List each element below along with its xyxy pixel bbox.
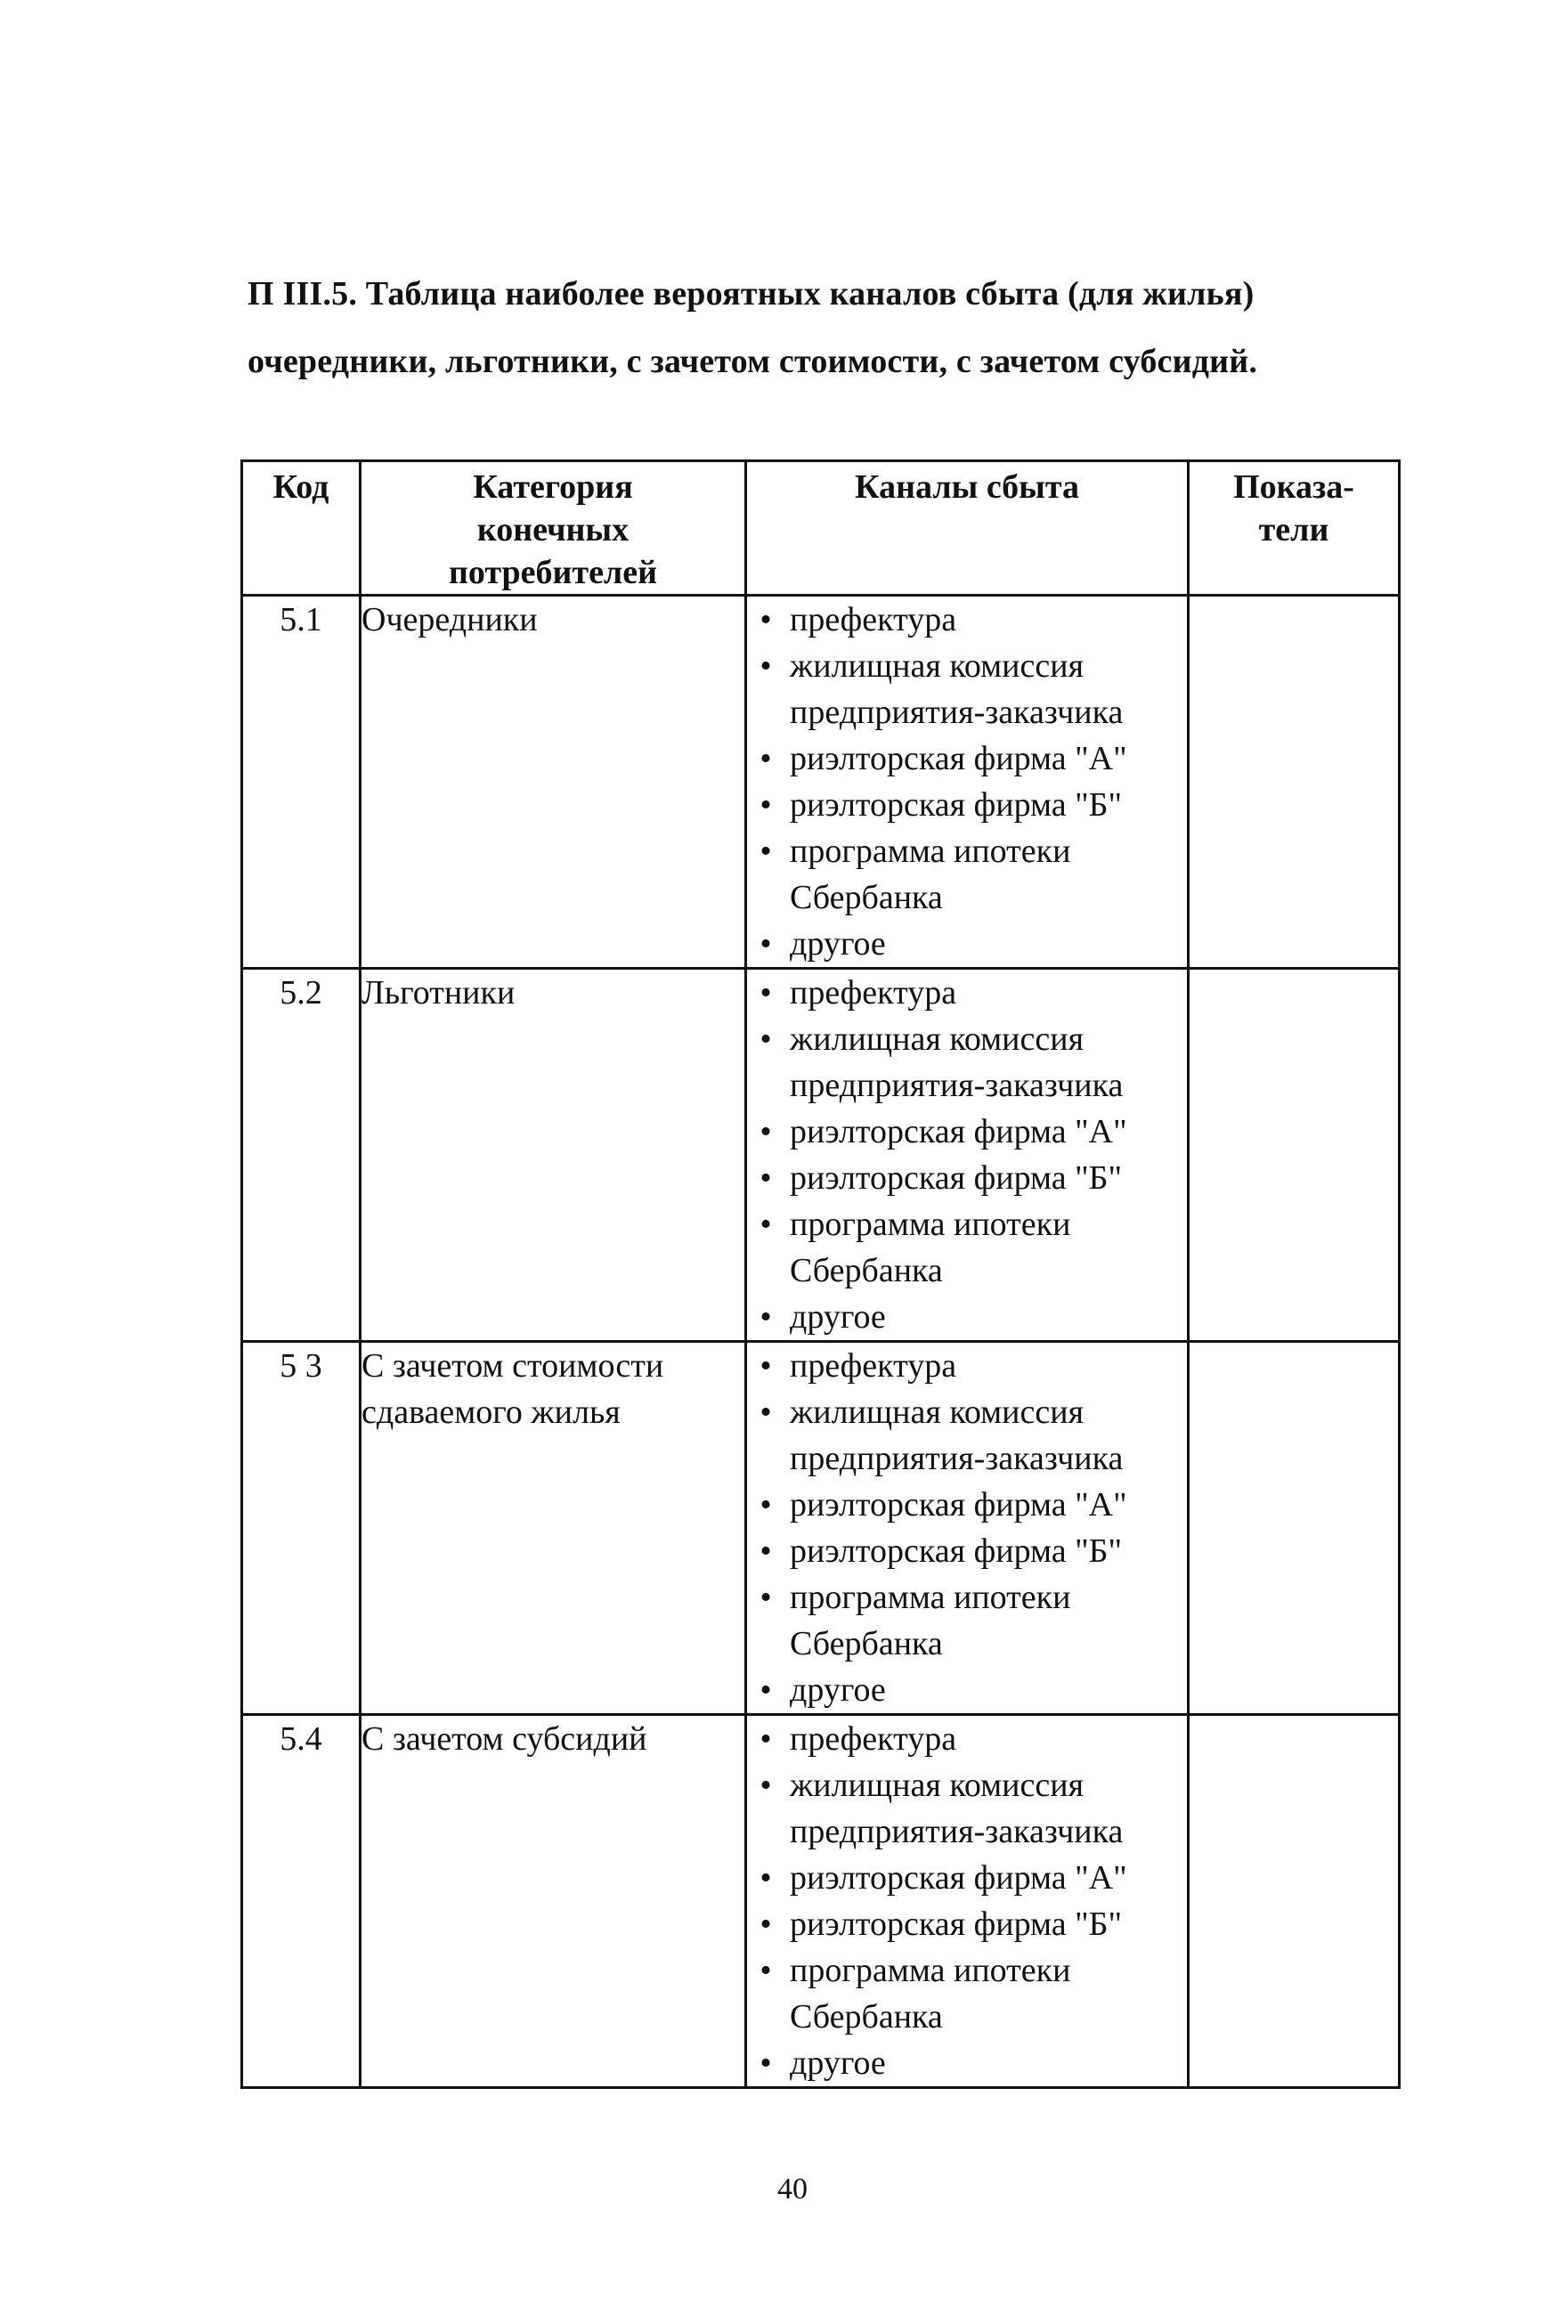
channel-list-item <box>747 1901 1187 1947</box>
channel-label: программа ипотеки Сбербанка <box>790 833 1071 916</box>
channel-list-item <box>747 1667 1187 1713</box>
channel-list-item <box>747 1855 1187 1901</box>
header-indicators-text: Показа-тели <box>1233 468 1354 548</box>
channel-label: префектура <box>790 1720 957 1758</box>
bullet-icon: • <box>760 647 772 685</box>
channel-list-item <box>747 643 1187 735</box>
channel-label: программа ипотеки Сбербанка <box>790 1206 1071 1289</box>
bullet-icon: • <box>760 1906 772 1943</box>
channel-list-item <box>747 735 1187 782</box>
channel-list-item <box>747 1294 1187 1340</box>
bullet-icon: • <box>760 1579 772 1616</box>
channel-label: жилищная комиссия предприятия-заказчика <box>790 1020 1124 1104</box>
channel-label: жилищная комиссия предприятия-заказчика <box>790 1767 1124 1850</box>
table-row <box>242 596 1400 969</box>
header-channels: Каналы сбыта <box>746 461 1189 596</box>
row-code: 5 3 <box>242 1342 361 1715</box>
row-indicators <box>1189 969 1400 1342</box>
bullet-icon: • <box>760 1113 772 1150</box>
channel-list-item <box>747 597 1187 643</box>
channel-label: риэлторская фирма "А" <box>790 1486 1127 1524</box>
table-row <box>242 1342 1400 1715</box>
channel-list-item <box>747 1528 1187 1574</box>
channel-list-item <box>747 1155 1187 1201</box>
bullet-icon: • <box>760 974 772 1012</box>
header-category-text: Категория конечных потребителей <box>448 468 658 591</box>
row-channels <box>746 1342 1189 1715</box>
row-code: 5.1 <box>242 596 361 969</box>
bullet-icon: • <box>760 1720 772 1758</box>
sales-channels-table <box>240 459 1401 2089</box>
row-category: С зачетом субсидий <box>361 1715 746 2088</box>
row-code: 5.2 <box>242 969 361 1342</box>
channel-list <box>747 597 1187 967</box>
row-category: Очередники <box>361 596 746 969</box>
channel-label: другое <box>790 1671 886 1709</box>
row-category: С зачетом стоимости сдаваемого жилья <box>361 1342 746 1715</box>
bullet-icon: • <box>760 1952 772 1989</box>
row-channels <box>746 596 1189 969</box>
channel-list-item <box>747 1109 1187 1155</box>
table-caption <box>248 260 1405 395</box>
channel-label: риэлторская фирма "Б" <box>790 1906 1123 1943</box>
row-channels <box>746 1715 1189 2088</box>
bullet-icon: • <box>760 1671 772 1709</box>
channel-list-item <box>747 1716 1187 1762</box>
channel-list-item <box>747 1482 1187 1528</box>
bullet-icon: • <box>760 2044 772 2082</box>
channel-list-item <box>747 828 1187 921</box>
channel-list-item <box>747 1947 1187 2040</box>
bullet-icon: • <box>760 833 772 870</box>
channel-list-item <box>747 2040 1187 2086</box>
bullet-icon: • <box>760 601 772 638</box>
channel-label: программа ипотеки Сбербанка <box>790 1579 1071 1662</box>
channel-list-item <box>747 1201 1187 1294</box>
channel-list <box>747 1716 1187 2086</box>
row-indicators <box>1189 1715 1400 2088</box>
channel-label: другое <box>790 1298 886 1336</box>
channel-label: риэлторская фирма "Б" <box>790 1159 1123 1197</box>
table-header-row <box>242 461 1400 596</box>
page-number: 40 <box>777 2173 808 2206</box>
bullet-icon: • <box>760 786 772 824</box>
channel-list <box>747 970 1187 1340</box>
channel-list-item <box>747 1016 1187 1109</box>
bullet-icon: • <box>760 740 772 777</box>
channel-label: жилищная комиссия предприятия-заказчика <box>790 1394 1124 1477</box>
bullet-icon: • <box>760 1298 772 1336</box>
channel-list-item <box>747 970 1187 1016</box>
bullet-icon: • <box>760 925 772 963</box>
channel-label: риэлторская фирма "Б" <box>790 1532 1123 1570</box>
channel-label: программа ипотеки Сбербанка <box>790 1952 1071 2036</box>
header-category <box>361 461 746 596</box>
row-indicators <box>1189 596 1400 969</box>
channel-label: префектура <box>790 974 957 1012</box>
table-row <box>242 1715 1400 2088</box>
caption-line-2: очередники, льготники, с зачетом стоимости, с зачетом субсидий. <box>248 343 1258 380</box>
row-indicators <box>1189 1342 1400 1715</box>
channel-label: риэлторская фирма "А" <box>790 740 1127 777</box>
channel-list-item <box>747 1343 1187 1389</box>
bullet-icon: • <box>760 1486 772 1524</box>
table-row <box>242 969 1400 1342</box>
channel-label: префектура <box>790 601 957 638</box>
channel-label: риэлторская фирма "А" <box>790 1859 1127 1897</box>
header-indicators <box>1189 461 1400 596</box>
bullet-icon: • <box>760 1206 772 1243</box>
channel-list <box>747 1343 1187 1713</box>
channel-list-item <box>747 782 1187 828</box>
bullet-icon: • <box>760 1347 772 1385</box>
channel-label: жилищная комиссия предприятия-заказчика <box>790 647 1124 731</box>
bullet-icon: • <box>760 1532 772 1570</box>
channel-label: другое <box>790 2044 886 2082</box>
channel-label: риэлторская фирма "Б" <box>790 786 1123 824</box>
bullet-icon: • <box>760 1020 772 1058</box>
caption-line-1: П III.5. Таблица наиболее вероятных каналов сбыта (для жилья) <box>248 275 1255 313</box>
row-category: Льготники <box>361 969 746 1342</box>
channel-list-item <box>747 1389 1187 1482</box>
bullet-icon: • <box>760 1159 772 1197</box>
bullet-icon: • <box>760 1394 772 1431</box>
bullet-icon: • <box>760 1767 772 1804</box>
row-code: 5.4 <box>242 1715 361 2088</box>
channel-label: другое <box>790 925 886 963</box>
channel-list-item <box>747 1762 1187 1855</box>
channel-list-item <box>747 921 1187 967</box>
header-code: Код <box>242 461 361 596</box>
channel-label: риэлторская фирма "А" <box>790 1113 1127 1150</box>
channel-list-item <box>747 1574 1187 1667</box>
row-channels <box>746 969 1189 1342</box>
channel-label: префектура <box>790 1347 957 1385</box>
table-body <box>242 596 1400 2088</box>
bullet-icon: • <box>760 1859 772 1897</box>
